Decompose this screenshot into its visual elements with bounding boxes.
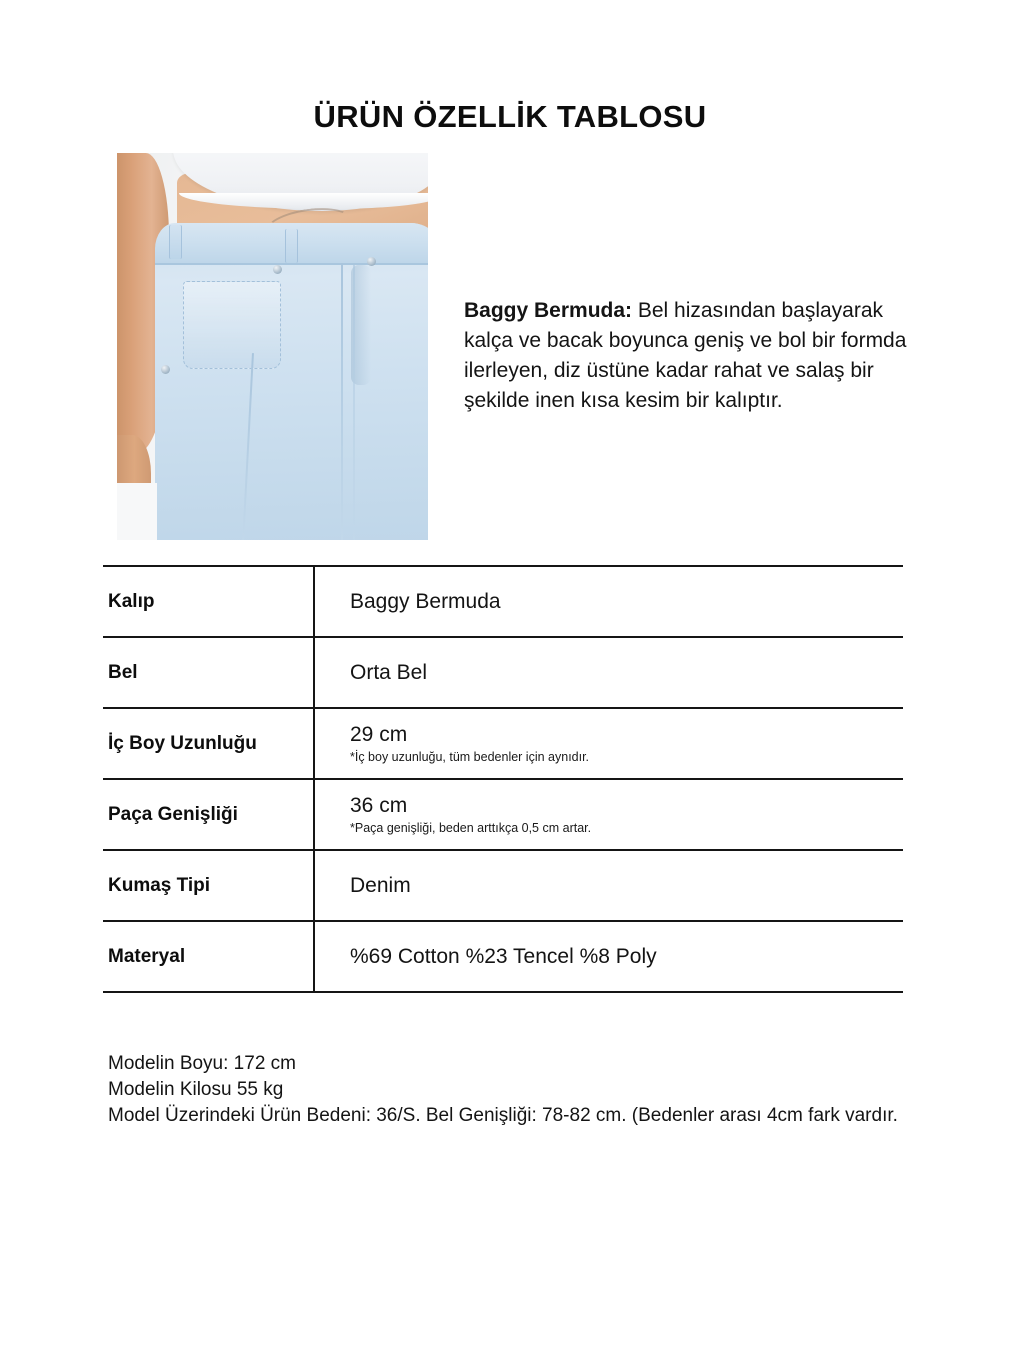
belt-loop bbox=[169, 225, 182, 259]
spec-value-cell bbox=[314, 566, 903, 637]
spec-label: Bel bbox=[103, 637, 314, 708]
spec-value: Denim bbox=[350, 873, 411, 897]
spec-value-cell bbox=[314, 637, 903, 708]
spec-label: Materyal bbox=[103, 921, 314, 992]
spec-label: Kalıp bbox=[103, 566, 314, 637]
spec-label: Paça Genişliği bbox=[103, 779, 314, 850]
denim-rivet bbox=[161, 365, 170, 374]
denim-rivet bbox=[367, 257, 376, 266]
denim-rivet bbox=[273, 265, 282, 274]
table-row bbox=[103, 566, 903, 637]
product-description-body: Bel hizasından başlayarak kalça ve bacak boyunca geniş ve bol bir formda ilerleyen, diz üstüne kadar rahat ve salaş bir şekilde inen kısa kesim bir kalıptır. bbox=[464, 299, 907, 412]
spec-table-body bbox=[103, 566, 903, 992]
product-description-lead: Baggy Bermuda: bbox=[464, 299, 633, 322]
table-row bbox=[103, 850, 903, 921]
spec-value: 36 cm bbox=[350, 793, 408, 817]
table-row bbox=[103, 708, 903, 779]
table-row bbox=[103, 921, 903, 992]
model-info-line: Modelin Boyu: 172 cm bbox=[108, 1053, 296, 1074]
spec-value-cell bbox=[314, 708, 903, 779]
product-description bbox=[464, 296, 916, 416]
spec-label: İç Boy Uzunluğu bbox=[103, 708, 314, 779]
page-title: ÜRÜN ÖZELLİK TABLOSU bbox=[313, 99, 707, 134]
table-row bbox=[103, 779, 903, 850]
model-info-line: Modelin Kilosu 55 kg bbox=[108, 1079, 284, 1100]
product-spec-table bbox=[103, 565, 903, 993]
spec-value-note: *İç boy uzunluğu, tüm bedenler için aynıdır. bbox=[350, 749, 590, 764]
model-info-line: Model Üzerindeki Ürün Bedeni: 36/S. Bel Genişliği: 78-82 cm. (Bedenler arası 4cm fark vardır. bbox=[108, 1105, 898, 1126]
spec-value: 29 cm bbox=[350, 722, 408, 746]
product-photo bbox=[117, 153, 428, 540]
spec-value-note: *Paça genişliği, beden arttıkça 0,5 cm artar. bbox=[350, 820, 592, 835]
spec-value: %69 Cotton %23 Tencel %8 Poly bbox=[350, 944, 657, 968]
denim-shorts bbox=[155, 223, 428, 540]
denim-seam bbox=[353, 263, 355, 540]
belt-loop bbox=[285, 229, 298, 263]
table-row bbox=[103, 637, 903, 708]
model-info-block bbox=[108, 1051, 908, 1129]
spec-value: Baggy Bermuda bbox=[350, 589, 501, 613]
spec-value-cell bbox=[314, 850, 903, 921]
photo-background-gap bbox=[117, 483, 157, 540]
denim-seam bbox=[341, 263, 343, 540]
spec-value: Orta Bel bbox=[350, 660, 428, 684]
denim-pocket bbox=[183, 281, 281, 369]
spec-value-cell bbox=[314, 779, 903, 850]
spec-value-cell bbox=[314, 921, 903, 992]
spec-label: Kumaş Tipi bbox=[103, 850, 314, 921]
